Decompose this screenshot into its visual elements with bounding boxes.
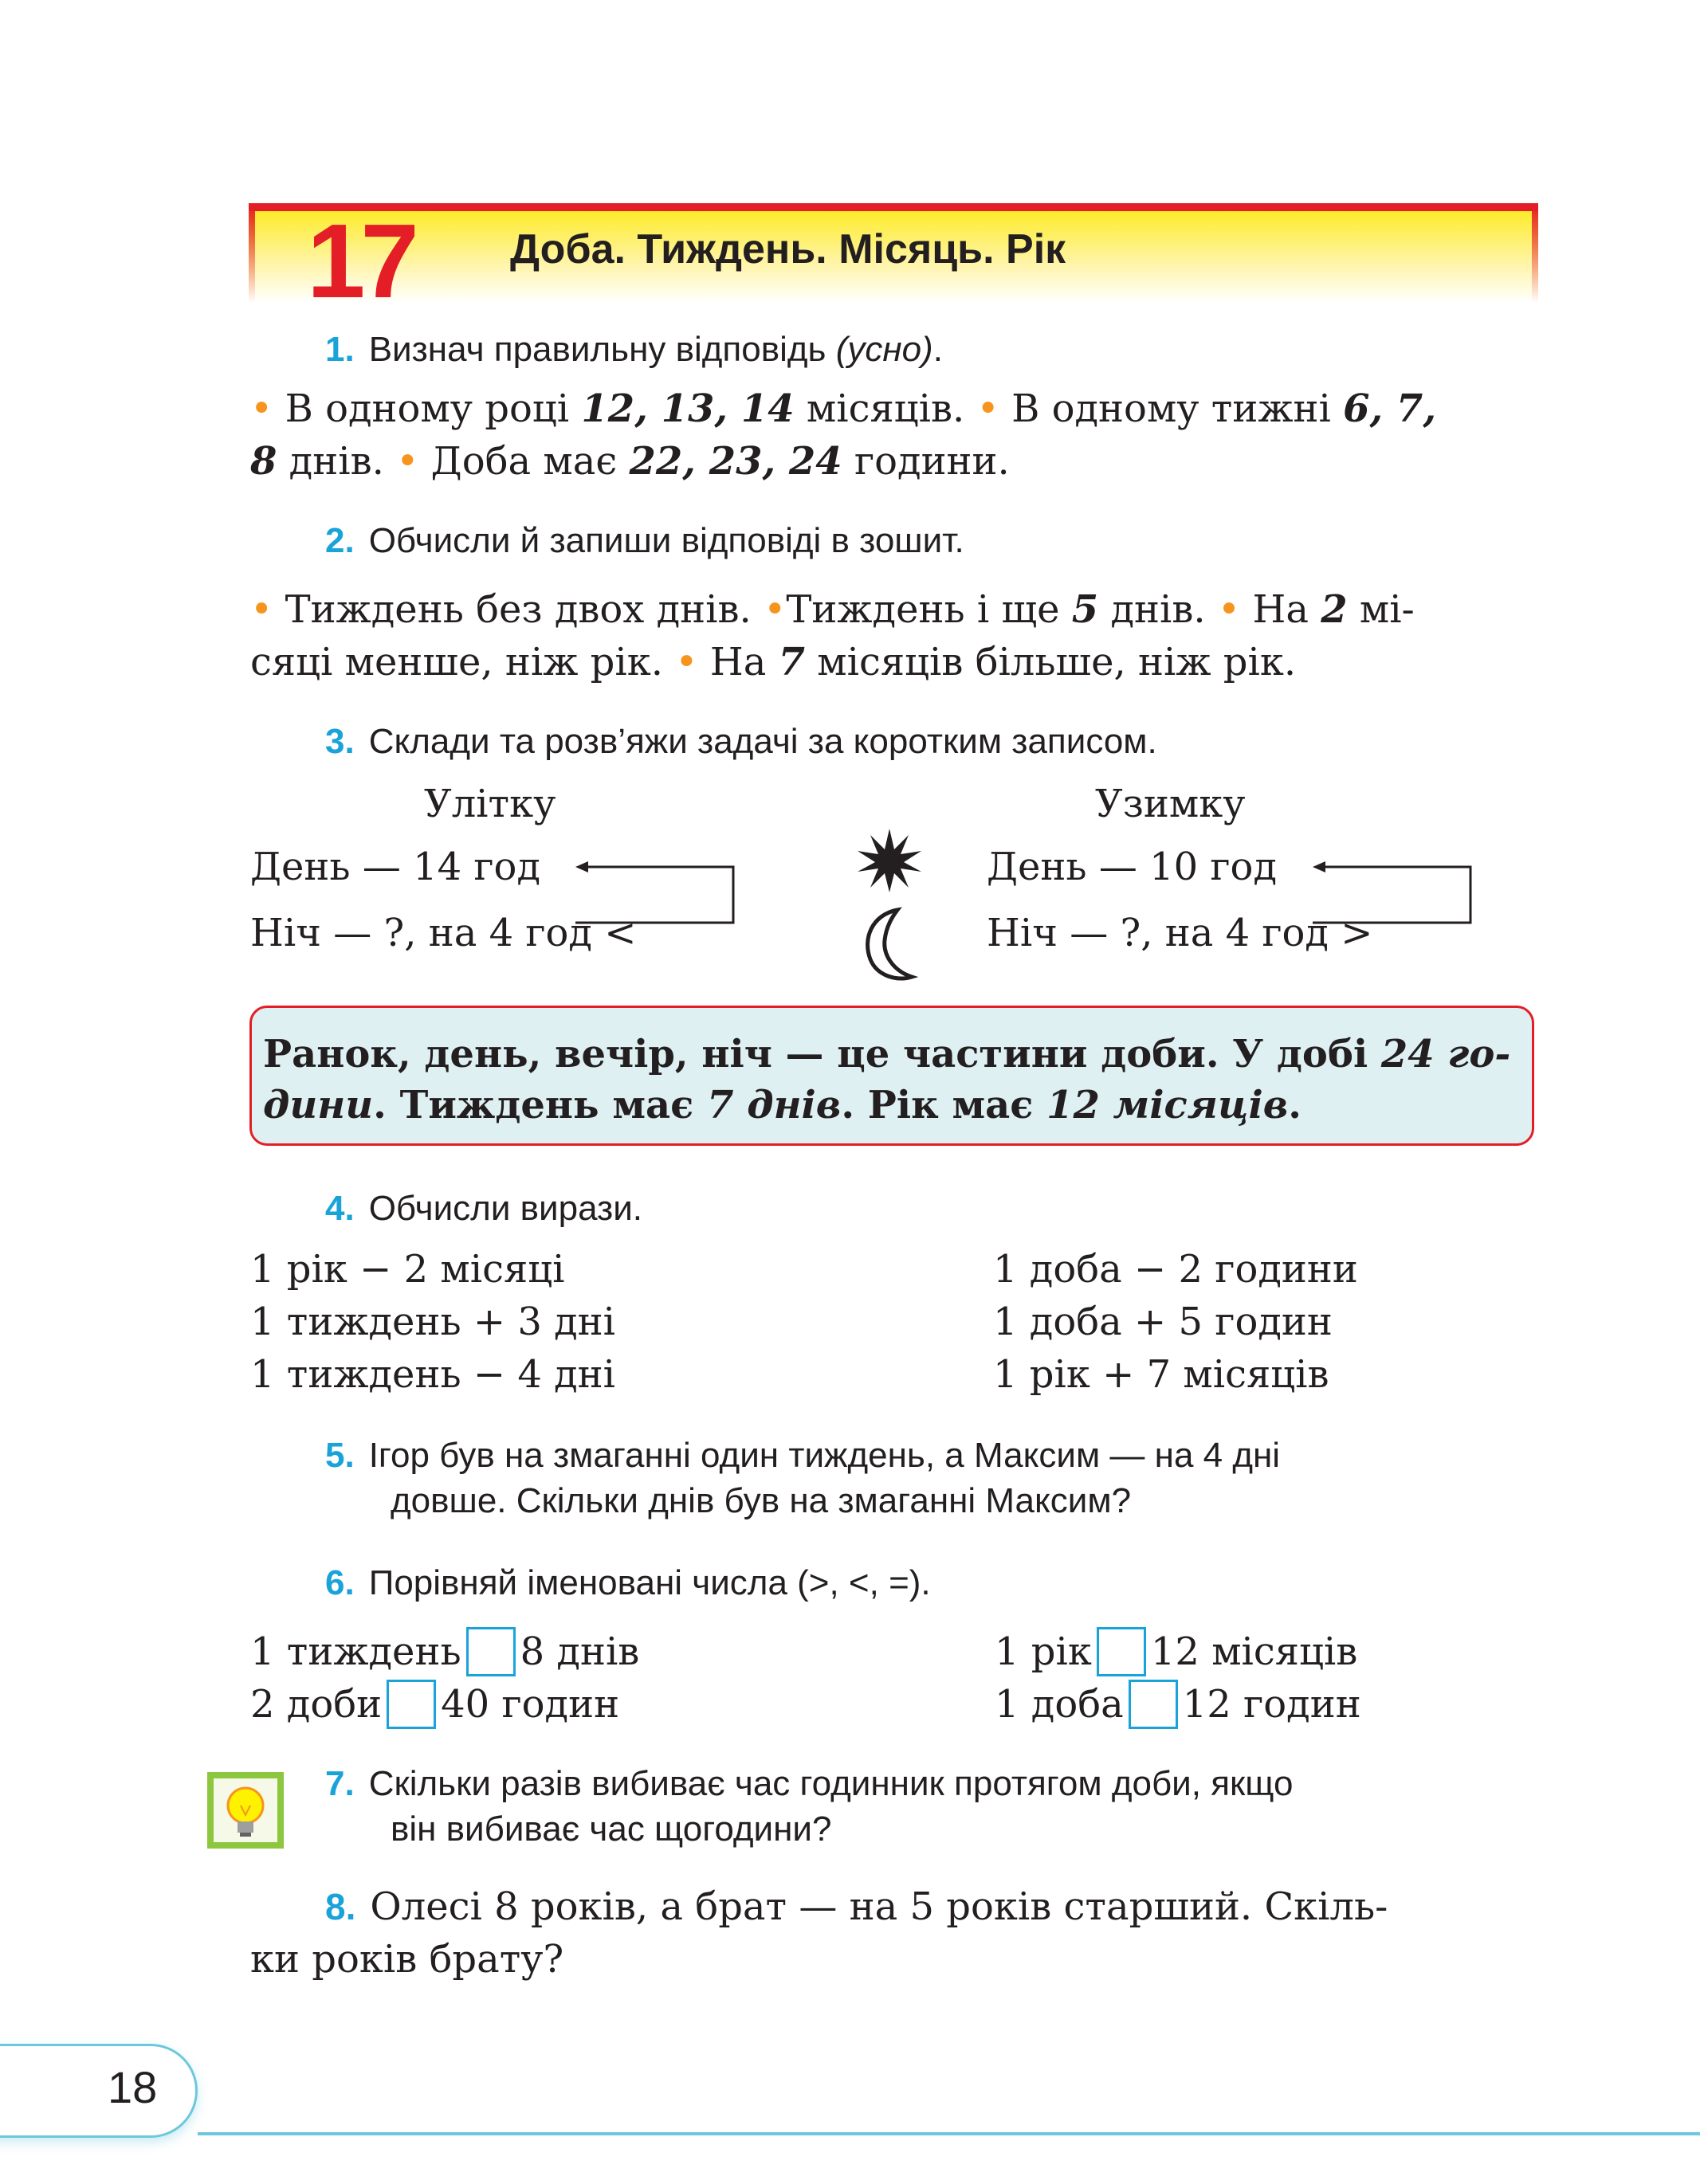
task-text: Олесі 8 років, а брат — на 5 років старший. Скіль-	[370, 1884, 1388, 1929]
task-4-heading	[325, 1186, 642, 1231]
compare-row-1-right	[995, 1625, 1357, 1680]
task-7-line-1	[325, 1761, 1293, 1806]
text: В одному тижні	[999, 386, 1344, 431]
task-2-heading	[325, 518, 964, 563]
expression: 1 тиждень + 3 дні	[250, 1300, 616, 1344]
compare-right-value: 12 годин	[1182, 1682, 1361, 1727]
task-5-line-1	[325, 1433, 1537, 1478]
page-number-tab	[0, 2044, 198, 2138]
rule-emphasis: 7 днів	[707, 1083, 842, 1127]
task-number: 4.	[325, 1189, 355, 1228]
rule-emphasis: 24 го-	[1380, 1032, 1511, 1076]
lesson-title: Доба. Тиждень. Місяць. Рік	[510, 226, 1066, 273]
task-number: 2.	[325, 521, 355, 560]
task-8-line-2: ки років брату?	[250, 1937, 564, 1982]
text: мі-	[1347, 587, 1415, 632]
winter-bracket-arrow	[1311, 853, 1478, 940]
lightbulb-icon	[206, 1770, 285, 1850]
bullet-icon: •	[250, 386, 273, 431]
text: В одному році	[273, 386, 582, 431]
task-3-heading	[325, 719, 1157, 764]
compare-left-value: 2 доби	[250, 1682, 383, 1727]
task-8-line-1	[250, 1880, 1541, 1933]
compare-answer-box[interactable]	[387, 1680, 436, 1729]
compare-answer-box[interactable]	[466, 1627, 516, 1676]
rule-box	[249, 1006, 1534, 1146]
task-7	[325, 1761, 1293, 1852]
task-number: 8.	[325, 1886, 356, 1927]
task-7-line-2: він вибиває час щогодини?	[391, 1810, 832, 1849]
task-6-heading	[325, 1560, 931, 1606]
task-1-line-2	[250, 435, 1541, 488]
compare-answer-box[interactable]	[1129, 1680, 1178, 1729]
rule-text: .	[1288, 1083, 1302, 1127]
rule-text: . Тиждень має	[373, 1083, 708, 1127]
number: 7	[778, 640, 805, 684]
compare-right-value: 12 місяців	[1150, 1629, 1358, 1674]
rule-emphasis: дини	[263, 1083, 374, 1127]
task-text: Скільки разів вибиває час годинник протягом доби, якщо	[368, 1764, 1294, 1803]
banner-left-edge	[249, 203, 255, 303]
task-prompt: Обчисли вирази.	[368, 1189, 643, 1228]
text: години.	[842, 439, 1010, 484]
task-4-left-column	[250, 1243, 615, 1401]
bullet-icon: •	[675, 640, 698, 684]
winter-day: День — 10 год	[987, 845, 1278, 889]
moon-icon	[856, 907, 923, 983]
text: Тиждень і ще	[786, 587, 1072, 632]
compare-left-value: 1 тиждень	[250, 1629, 461, 1674]
lesson-number: 17	[307, 202, 414, 320]
text: Тиждень без двох днів.	[273, 587, 764, 632]
summer-day: День — 14 год	[250, 845, 541, 889]
task-number: 1.	[325, 330, 355, 369]
page-number: 18	[108, 2062, 158, 2112]
compare-right-value: 40 годин	[441, 1682, 620, 1727]
compare-left-value: 1 рік	[995, 1629, 1092, 1674]
text: місяців більше, ніж рік.	[805, 640, 1297, 684]
task-2-line-2	[250, 636, 1541, 688]
text: На	[697, 640, 779, 684]
options: 12, 13, 14	[581, 386, 795, 431]
compare-right-value: 8 днів	[520, 1629, 640, 1674]
task-number: 3.	[325, 722, 355, 761]
bullet-icon: •	[976, 386, 999, 431]
summer-night: Ніч — ?, на 4 год <	[250, 911, 637, 955]
compare-answer-box[interactable]	[1097, 1627, 1146, 1676]
banner-right-edge	[1532, 203, 1538, 303]
task-prompt-end: .	[932, 330, 943, 369]
task-number: 5.	[325, 1436, 355, 1475]
task-2-line-1	[250, 583, 1541, 636]
summer-bracket-arrow	[574, 853, 741, 940]
task-1-heading	[325, 327, 943, 372]
task-8	[250, 1880, 1541, 1986]
bullet-icon: •	[250, 587, 273, 632]
text: днів.	[1098, 587, 1218, 632]
number: 5	[1071, 587, 1099, 632]
options: 6, 7,	[1343, 386, 1437, 431]
text: На	[1240, 587, 1321, 632]
compare-row-1-left	[250, 1625, 639, 1680]
text: сяці менше, ніж рік.	[250, 640, 676, 684]
task-number: 7.	[325, 1764, 355, 1803]
summer-title: Улітку	[424, 782, 556, 826]
task-5	[325, 1433, 1537, 1523]
number: 2	[1321, 587, 1348, 632]
expression: 1 рік + 7 місяців	[993, 1352, 1329, 1397]
task-1-line-1	[250, 382, 1541, 435]
task-prompt: Обчисли й запиши відповіді в зошит.	[368, 521, 964, 560]
bullet-icon: •	[764, 587, 787, 632]
expression: 1 тиждень − 4 дні	[250, 1352, 616, 1397]
task-1-body	[250, 382, 1541, 488]
compare-row-2-right	[995, 1678, 1361, 1732]
task-prompt: Визнач правильну відповідь	[368, 330, 836, 369]
winter-night: Ніч — ?, на 4 год >	[987, 911, 1373, 955]
text: днів.	[277, 439, 397, 484]
task-number: 6.	[325, 1563, 355, 1602]
bullet-icon: •	[396, 439, 419, 484]
expression: 1 доба + 5 годин	[993, 1300, 1333, 1344]
task-text: Ігор був на змаганні один тиждень, а Максим — на 4 дні	[368, 1436, 1281, 1475]
task-2-body	[250, 583, 1541, 688]
compare-left-value: 1 доба	[995, 1682, 1124, 1727]
text: Доба має	[418, 439, 630, 484]
task-prompt: Порівняй іменовані числа (>, <, =).	[368, 1563, 931, 1602]
bottom-rule	[198, 2132, 1700, 2135]
sun-icon	[856, 827, 923, 894]
task-prompt: Склади та розв’яжи задачі за коротким записом.	[368, 722, 1157, 761]
task-5-line-2: довше. Скільки днів був на змаганні Максим?	[391, 1481, 1132, 1521]
task-prompt-note: (усно)	[835, 330, 933, 369]
rule-text: . Рік має	[841, 1083, 1047, 1127]
rule-emphasis: 12 місяців	[1046, 1083, 1289, 1127]
bullet-icon: •	[1217, 587, 1241, 632]
options: 8	[250, 439, 277, 484]
expression: 1 рік − 2 місяці	[250, 1247, 565, 1292]
compare-row-2-left	[250, 1678, 619, 1732]
expression: 1 доба − 2 години	[993, 1247, 1358, 1292]
winter-title: Узимку	[1095, 782, 1246, 826]
rule-text: Ранок, день, вечір, ніч — це частини доби. У добі	[263, 1032, 1381, 1076]
task-4-right-column	[993, 1243, 1358, 1401]
options: 22, 23, 24	[629, 439, 842, 484]
text: місяців.	[794, 386, 977, 431]
